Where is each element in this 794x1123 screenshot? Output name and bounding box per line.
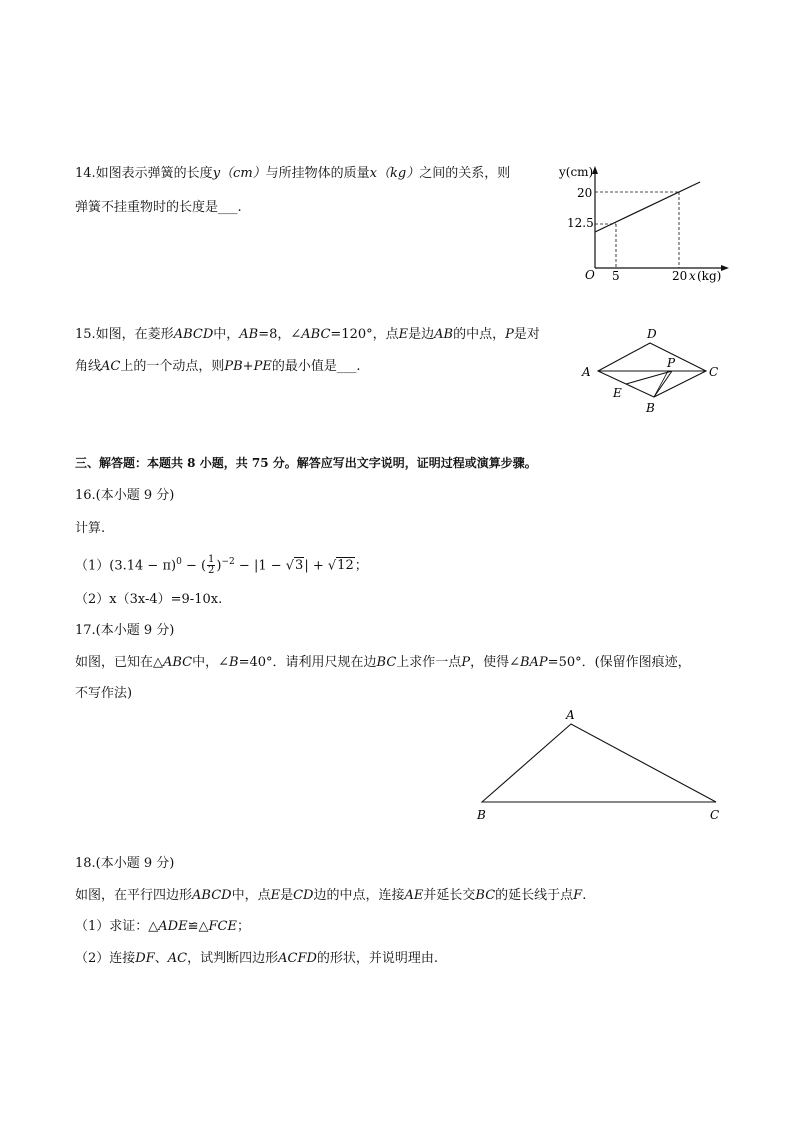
q14-data-line bbox=[595, 182, 700, 232]
q18-title: 18.(本小题 9 分) bbox=[75, 856, 175, 871]
q15-label-c: C bbox=[709, 365, 719, 379]
q14-graph bbox=[555, 160, 735, 285]
q15-label-d: D bbox=[647, 327, 657, 341]
q14-x-var: x bbox=[689, 269, 696, 283]
q14-y-label: y(cm) bbox=[559, 165, 594, 179]
q15-segment-pe bbox=[626, 371, 672, 384]
q16-part2: （2）x（3x-4）=9-10x. bbox=[75, 592, 223, 607]
q16-fraction: $\frac{1}{2}$ bbox=[208, 554, 215, 577]
q15-label-a: A bbox=[582, 365, 591, 379]
q15-line2: 角线AC上的一个动点，则PB+PE的最小值是___. bbox=[75, 359, 361, 374]
q14-line1: 14.如图表示弹簧的长度y（cm）与所挂物体的质量x（kg）之间的关系，则 bbox=[75, 166, 511, 181]
q18-line1: 如图，在平行四边形ABCD中，点E是CD边的中点，连接AE并延长交BC的延长线于点F. bbox=[75, 888, 587, 903]
q14-tick-x5: 5 bbox=[612, 269, 620, 283]
q17-triangle-figure bbox=[470, 705, 730, 825]
q15-line1: 15.如图，在菱形ABCD中，AB=8，∠ABC=120°，点E是边AB的中点，P是对 bbox=[75, 327, 540, 342]
q15-rhombus-figure bbox=[578, 325, 728, 420]
q16-instruction: 计算. bbox=[75, 521, 106, 536]
q15-label-b: B bbox=[646, 401, 655, 415]
q18-part1: （1）求证：△ADE≌△FCE； bbox=[75, 919, 250, 934]
q14-x-unit: (kg) bbox=[697, 269, 722, 283]
q14-tick-20: 20 bbox=[577, 186, 593, 200]
q14-line2: 弹簧不挂重物时的长度是___. bbox=[75, 200, 242, 215]
q14-tick-12-5: 12.5 bbox=[567, 216, 594, 230]
q17-title: 17.(本小题 9 分) bbox=[75, 623, 175, 638]
q15-label-p: P bbox=[667, 356, 676, 370]
q14-origin: O bbox=[585, 268, 595, 282]
q14-x-arrow bbox=[721, 265, 729, 271]
q14-tick-x20: 20 bbox=[672, 269, 688, 283]
q16-part1: $(1)(3.14 - \pi)^0$ − ( $\frac{1}{2}$ )$^{-2}$ − |1 − √3| + √12； bbox=[75, 554, 368, 577]
q15-label-e: E bbox=[613, 386, 622, 400]
section3-heading: 三、解答题：本题共 8 小题，共 75 分。解答应写出文字说明，证明过程或演算步骤。 bbox=[75, 456, 537, 470]
q16-title: 16.(本小题 9 分) bbox=[75, 488, 175, 503]
q18-part2: （2）连接DF、AC，试判断四边形ACFD的形状，并说明理由. bbox=[75, 951, 439, 966]
q17-label-b: B bbox=[477, 808, 486, 822]
q17-line2: 不写作法) bbox=[75, 686, 133, 701]
q17-label-a: A bbox=[566, 708, 575, 722]
q17-line1: 如图，已知在△ABC中，∠B=40°．请利用尺规在边BC上求作一点P，使得∠BAP=50°．(保留作图痕迹， bbox=[75, 655, 691, 670]
q17-triangle bbox=[482, 724, 716, 802]
q17-label-c: C bbox=[710, 808, 720, 822]
